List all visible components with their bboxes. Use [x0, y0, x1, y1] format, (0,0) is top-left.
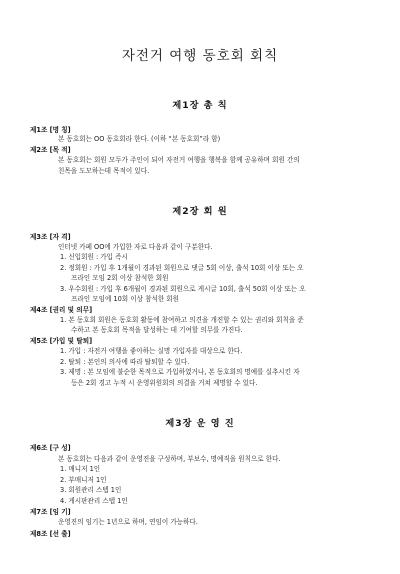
article-1-heading: 제1조 [명 칭]: [30, 126, 71, 134]
article-6-text: 본 동호회는 다음과 같이 운영진을 구성하며, 부보수, 명예직을 원칙으로 한다.: [58, 455, 281, 463]
article-3-text: 인터넷 카페 OO에 가입한 자로 다음과 같이 구분한다.: [58, 243, 213, 251]
article-3-heading: 제3조 [자 격]: [30, 233, 71, 241]
article-2-text-line-1: 본 동호회는 회원 모두가 주인이 되어 자전거 여행을 행복을 함께 공유하며 회원 간의: [58, 156, 300, 164]
article-7-text: 운영진의 임기는 1년으로 하며, 연임이 가능하다.: [58, 518, 198, 526]
article-6-item-3: 3. 회원관리 스텝 1인: [60, 486, 122, 494]
article-3-item-1: 1. 신입회원 : 가입 즉시: [60, 253, 128, 261]
article-1-text: 본 동호회는 OO 동호회라 한다. (이하 “본 동호회”라 함): [58, 135, 221, 143]
article-5-heading: 제5조 [가입 및 탈퇴]: [30, 337, 93, 345]
article-6-item-2: 2. 부매니저 1인: [60, 476, 107, 484]
chapter-3-title: 제3장 운 영 진: [165, 418, 235, 429]
article-2-heading: 제2조 [목 적]: [30, 146, 71, 154]
chapter-2-title: 제2장 회 원: [172, 206, 228, 217]
article-4-text-line-2: 수하고 본 동호회 목적을 달성하는 데 기여할 의무를 가진다.: [71, 326, 243, 334]
article-4-heading: 제4조 [권리 및 의무]: [30, 306, 93, 314]
article-3-item-3-line-1: 3. 우수회원 : 가입 후 6개월이 경과된 회원으로 게시글 10회, 출석 50회 이상 또는 오: [60, 285, 306, 293]
article-5-item-2: 2. 탈퇴 : 본인의 의사에 따라 탈퇴할 수 있다.: [60, 358, 190, 366]
article-6-heading: 제6조 [구 성]: [30, 444, 71, 452]
article-5-item-3-line-1: 3. 제명 : 본 모임에 불순한 목적으로 가입하였거나, 본 동호회의 명예를 실추시킨 자: [60, 368, 300, 376]
chapter-1-title: 제1장 총 칙: [172, 100, 228, 111]
document-title: 자전거 여행 동호회 회칙: [121, 48, 279, 64]
article-3-item-3-line-2: 프라인 모임에 10회 이상 참석한 회원: [71, 295, 180, 303]
article-6-item-1: 1. 매니저 1인: [60, 465, 101, 473]
article-7-heading: 제7조 [임 기]: [30, 508, 71, 516]
article-5-item-1: 1. 가입 : 자전거 여행을 좋아하는 실명 가입자를 대상으로 한다.: [60, 347, 243, 355]
article-3-item-2-line-1: 2. 정회원 : 가입 후 1개월이 경과된 회원으로 댓글 5회 이상, 출석 10회 이상 또는 오: [60, 264, 304, 272]
article-4-text-line-1: 1. 본 동호회 회원은 동호회 활동에 참여하고 의견을 개진할 수 있는 권리와 회칙을 준: [60, 316, 304, 324]
article-2-text-line-2: 친목을 도모하는데 목적이 있다.: [58, 167, 150, 175]
article-6-item-4: 4. 게시판관리 스텝 1인: [60, 497, 128, 505]
article-5-item-3-line-2: 등은 2회 경고 누적 시 운영위원회의 의결을 거쳐 제명할 수 있다.: [71, 379, 258, 387]
article-3-item-2-line-2: 프라인 모임 2회 이상 참석한 회원: [71, 274, 169, 282]
article-8-heading: 제8조 [선 출]: [30, 530, 71, 538]
